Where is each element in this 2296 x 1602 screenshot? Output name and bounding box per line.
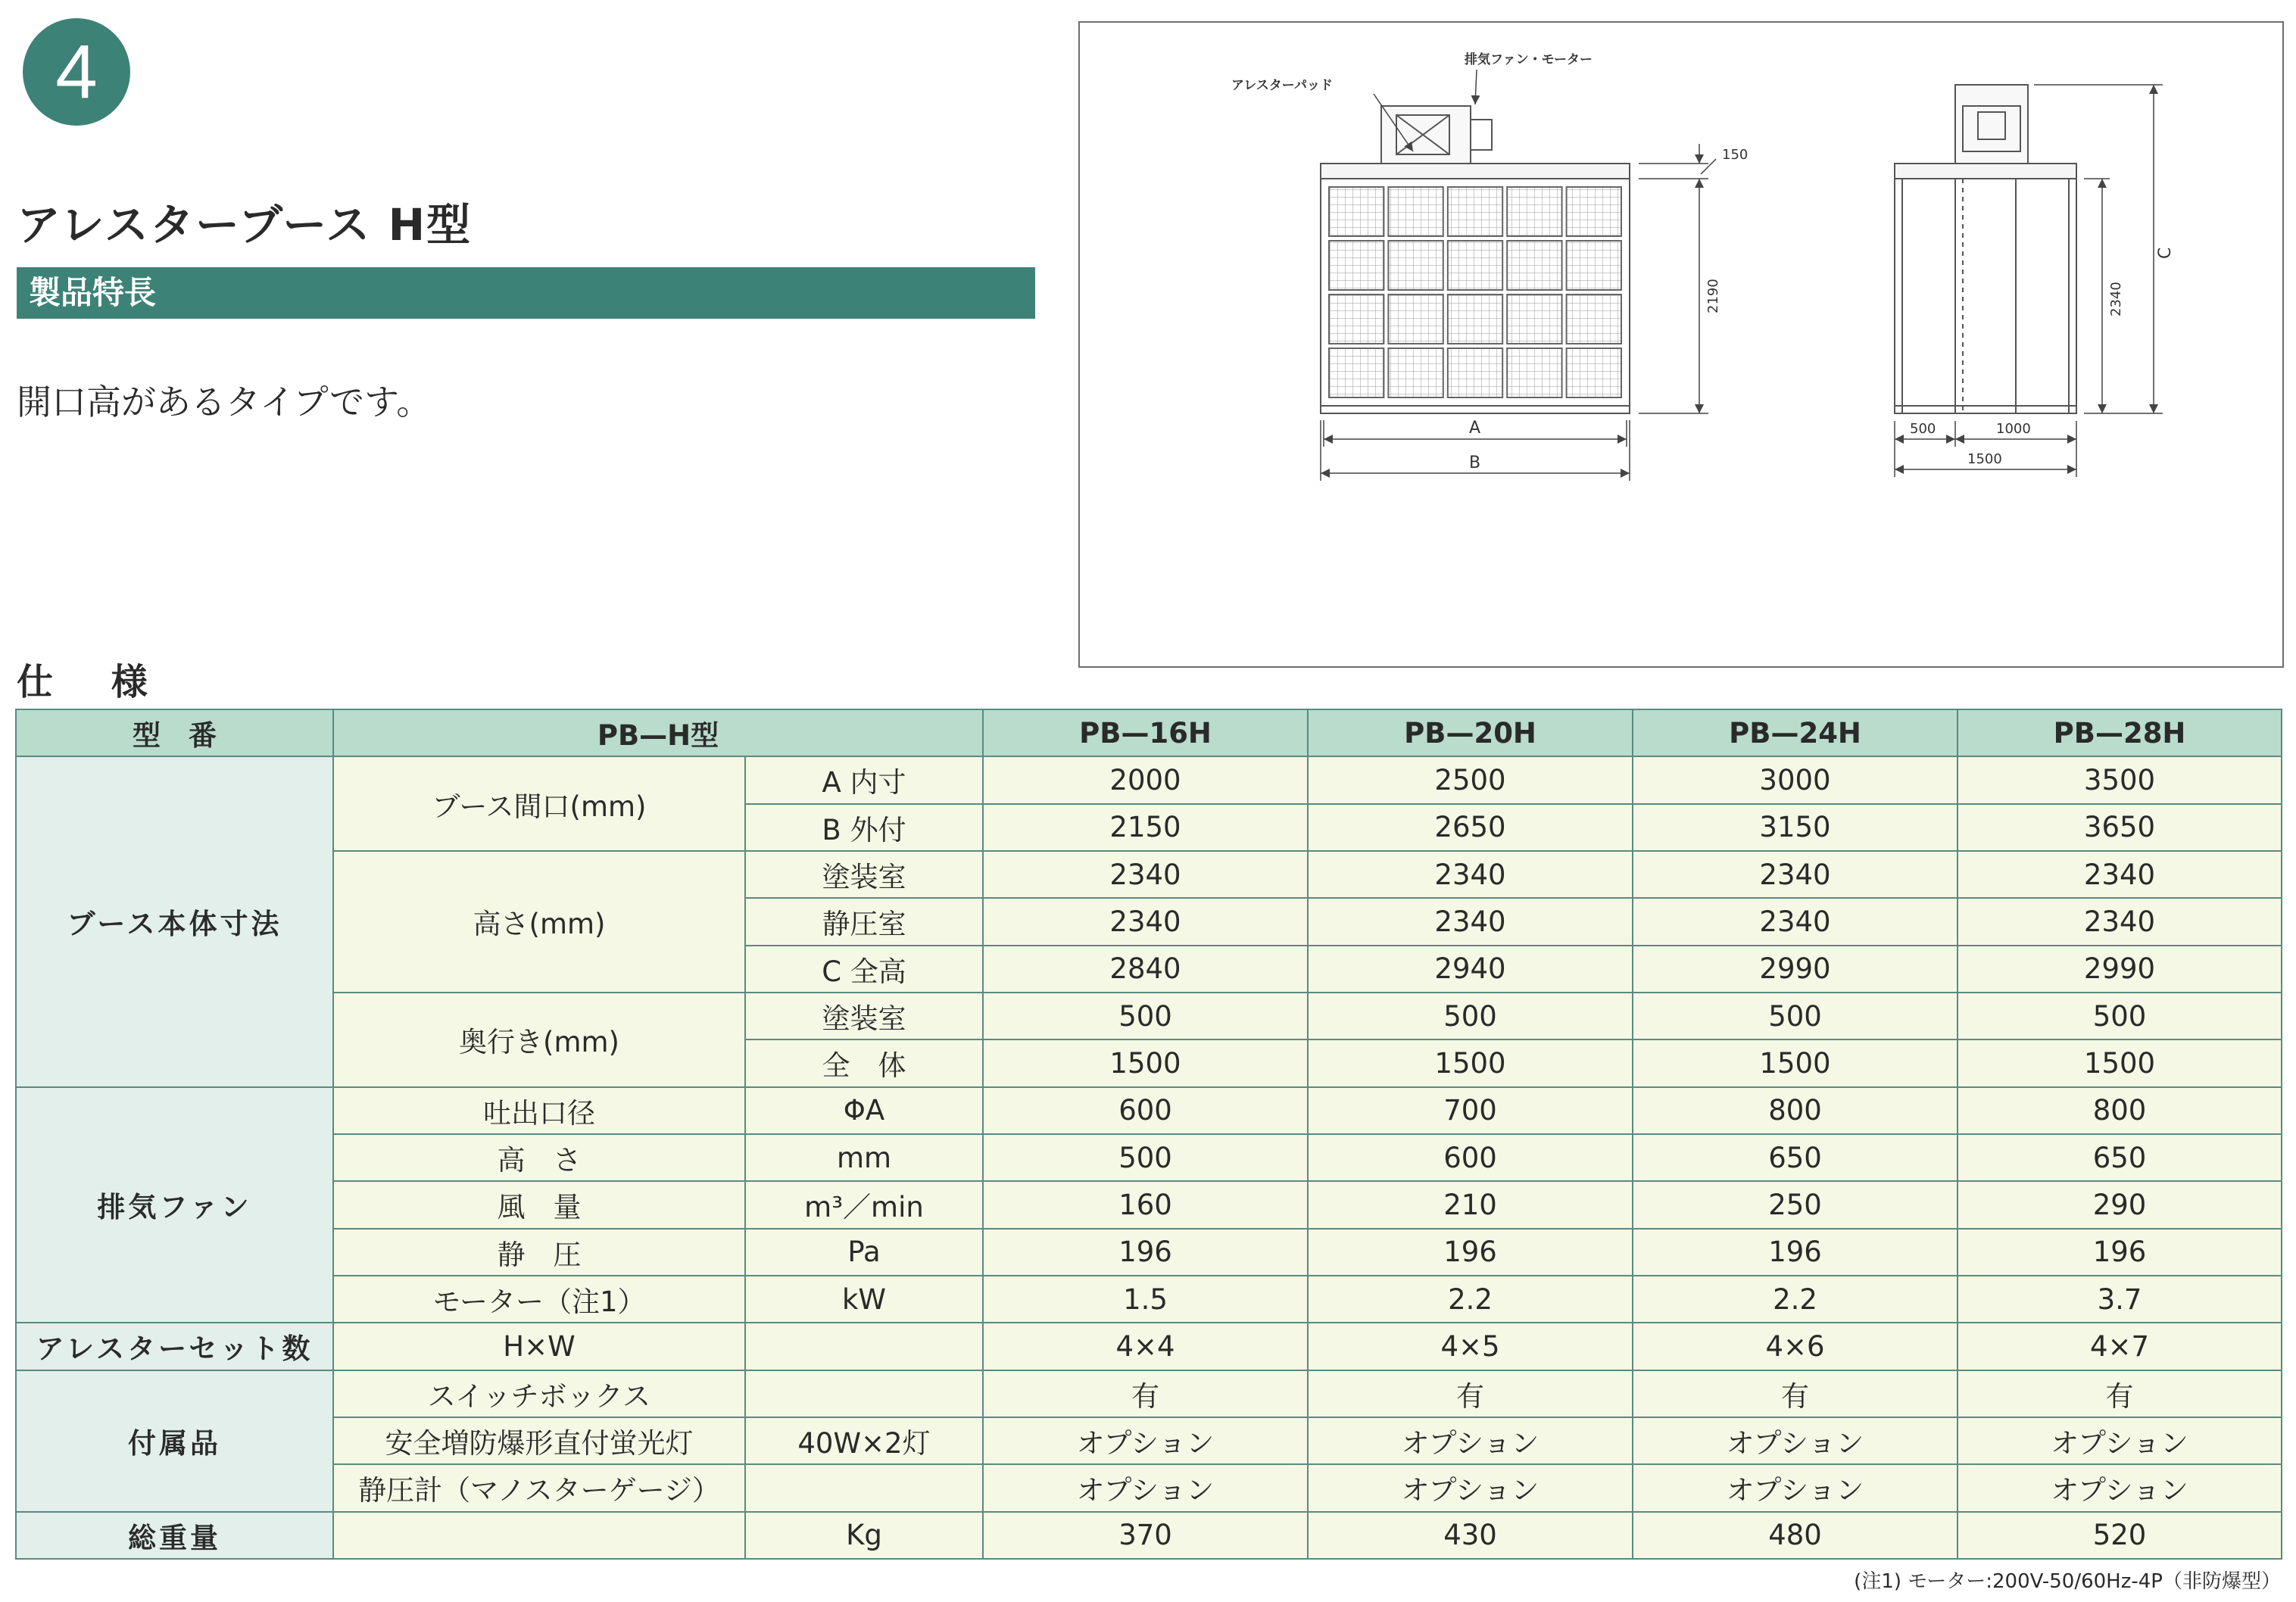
value-cell: 2340 (1958, 898, 2282, 945)
arrester-pad-cell (1448, 295, 1502, 344)
unit-cell (745, 1323, 983, 1370)
unit-cell (745, 1370, 983, 1417)
value-cell: 800 (1958, 1087, 2282, 1134)
arrester-pad-cell (1567, 241, 1621, 290)
sub-label-cell: 静圧室 (745, 898, 983, 945)
value-cell: 500 (1958, 993, 2282, 1039)
value-cell: 2990 (1633, 946, 1958, 993)
side-view (1895, 85, 2076, 413)
value-cell: 196 (983, 1229, 1308, 1276)
dim-b: B (1469, 453, 1481, 472)
value-cell: 2340 (983, 898, 1308, 945)
table-row (16, 1464, 2282, 1511)
unit-cell: ΦA (745, 1087, 983, 1134)
page-title: アレスターブース H型 (17, 199, 473, 251)
sub-label-cell: C 全高 (745, 946, 983, 993)
dim-2190: 2190 (1705, 279, 1721, 313)
arrester-pad-cell (1329, 187, 1384, 236)
value-cell: 2940 (1308, 946, 1633, 993)
value-cell: 650 (1958, 1134, 2282, 1181)
arrester-pad-cell (1388, 241, 1443, 290)
value-cell: オプション (983, 1417, 1308, 1464)
arrester-pad-cell (1329, 241, 1384, 290)
section-number-badge: 4 (23, 18, 130, 126)
value-cell: 1500 (1633, 1039, 1958, 1086)
value-cell: 2340 (1308, 898, 1633, 945)
sub-label-cell: 塗装室 (745, 993, 983, 1039)
category-cell: ブース本体寸法 (16, 756, 333, 1086)
item-label-cell: 風 量 (333, 1181, 745, 1228)
value-cell: 2990 (1958, 946, 2282, 993)
arrester-pad-cell (1388, 295, 1443, 344)
unit-cell: kW (745, 1276, 983, 1323)
category-cell: 排気ファン (16, 1087, 333, 1323)
table-row (16, 851, 2282, 898)
header-model-col: PB—20H (1308, 709, 1633, 756)
dim-2340: 2340 (2108, 282, 2124, 316)
table-row (16, 1276, 2282, 1323)
table-row (16, 756, 2282, 803)
booth-drawing-svg (1080, 23, 2285, 669)
arrester-pad-cell (1448, 348, 1502, 397)
value-cell: 3650 (1958, 804, 2282, 851)
value-cell: 有 (1958, 1370, 2282, 1417)
table-row (16, 1229, 2282, 1276)
item-label-cell (333, 1512, 745, 1559)
dim-500: 500 (1910, 421, 1936, 437)
item-label-cell: 吐出口径 (333, 1087, 745, 1134)
item-label-cell: スイッチボックス (333, 1370, 745, 1417)
unit-cell: Pa (745, 1229, 983, 1276)
value-cell: 3500 (1958, 756, 2282, 803)
value-cell: 2.2 (1633, 1276, 1958, 1323)
value-cell: 4×5 (1308, 1323, 1633, 1370)
dim-150: 150 (1722, 147, 1749, 163)
value-cell: 700 (1308, 1087, 1633, 1134)
unit-cell: mm (745, 1134, 983, 1181)
value-cell: 1500 (983, 1039, 1308, 1086)
value-cell: 2340 (1633, 898, 1958, 945)
value-cell: オプション (1633, 1464, 1958, 1511)
value-cell: 有 (983, 1370, 1308, 1417)
feature-section-bar (17, 267, 1035, 319)
booth-drawing (1078, 21, 2284, 668)
value-cell: 2840 (983, 946, 1308, 993)
value-cell: 3000 (1633, 756, 1958, 803)
value-cell: 2340 (1958, 851, 2282, 898)
value-cell: 2650 (1308, 804, 1633, 851)
dim-1500: 1500 (1967, 451, 2002, 467)
sub-label-cell: A 内寸 (745, 756, 983, 803)
table-row (16, 1134, 2282, 1181)
value-cell: 有 (1633, 1370, 1958, 1417)
value-cell: 4×7 (1958, 1323, 2282, 1370)
item-label-cell: 静 圧 (333, 1229, 745, 1276)
unit-cell: 40W×2灯 (745, 1417, 983, 1464)
arrester-pad-cell (1567, 295, 1621, 344)
dim-1000: 1000 (1996, 421, 2031, 437)
value-cell: 2340 (983, 851, 1308, 898)
value-cell: 600 (1308, 1134, 1633, 1181)
label-pad: アレスターパッド (1231, 78, 1333, 93)
group-label-cell: ブース間口(mm) (333, 756, 745, 851)
value-cell: 500 (1633, 993, 1958, 1039)
dim-c: C (2156, 247, 2175, 259)
category-cell: 総重量 (16, 1512, 333, 1559)
header-model-col: PB—24H (1633, 709, 1958, 756)
table-row (16, 993, 2282, 1039)
value-cell: 4×6 (1633, 1323, 1958, 1370)
value-cell: オプション (1958, 1464, 2282, 1511)
product-description: 開口高があるタイプです。 (17, 382, 432, 422)
arrester-pad-cell (1329, 348, 1384, 397)
value-cell: 500 (1308, 993, 1633, 1039)
arrester-pad-cell (1507, 295, 1561, 344)
table-row (16, 1512, 2282, 1559)
header-type: PB—H型 (333, 709, 983, 756)
value-cell: 500 (983, 1134, 1308, 1181)
value-cell: オプション (1308, 1417, 1633, 1464)
value-cell: 196 (1308, 1229, 1633, 1276)
value-cell: 1.5 (983, 1276, 1308, 1323)
value-cell: 2500 (1308, 756, 1633, 803)
value-cell: 4×4 (983, 1323, 1308, 1370)
category-cell: 付属品 (16, 1370, 333, 1512)
value-cell: 520 (1958, 1512, 2282, 1559)
value-cell: 3.7 (1958, 1276, 2282, 1323)
item-label-cell: 安全増防爆形直付蛍光灯 (333, 1417, 745, 1464)
value-cell: オプション (1958, 1417, 2282, 1464)
arrester-pad-cell (1388, 187, 1443, 236)
value-cell: 2.2 (1308, 1276, 1633, 1323)
arrester-pad-cell (1388, 348, 1443, 397)
spec-heading: 仕 様 (17, 661, 170, 703)
item-label-cell: 静圧計（マノスターゲージ） (333, 1464, 745, 1511)
value-cell: 2150 (983, 804, 1308, 851)
table-header-row (16, 709, 2282, 756)
item-label-cell: モーター（注1） (333, 1276, 745, 1323)
unit-cell: m³／min (745, 1181, 983, 1228)
group-label-cell: 高さ(mm) (333, 851, 745, 993)
header-model-col: PB—28H (1958, 709, 2282, 756)
dim-a: A (1469, 419, 1481, 438)
group-label-cell: 奥行き(mm) (333, 993, 745, 1087)
table-row (16, 1181, 2282, 1228)
value-cell: 800 (1633, 1087, 1958, 1134)
value-cell: オプション (1308, 1464, 1633, 1511)
item-label-cell: 高 さ (333, 1134, 745, 1181)
unit-cell: Kg (745, 1512, 983, 1559)
value-cell: 480 (1633, 1512, 1958, 1559)
label-fan: 排気ファン・モーター (1465, 52, 1593, 67)
value-cell: 196 (1958, 1229, 2282, 1276)
arrester-pad-cell (1507, 348, 1561, 397)
value-cell: 1500 (1308, 1039, 1633, 1086)
unit-cell (745, 1464, 983, 1511)
arrester-pad-cell (1507, 187, 1561, 236)
spec-table (15, 709, 2282, 1560)
value-cell: 2000 (983, 756, 1308, 803)
arrester-pad-cell (1567, 348, 1621, 397)
value-cell: 210 (1308, 1181, 1633, 1228)
sub-label-cell: B 外付 (745, 804, 983, 851)
table-row (16, 1323, 2282, 1370)
arrester-pad-cell (1507, 241, 1561, 290)
table-row (16, 1370, 2282, 1417)
arrester-pad-cell (1448, 187, 1502, 236)
footnote: (注1) モーター:200V-50/60Hz-4P（非防爆型） (1854, 1570, 2281, 1593)
value-cell: 370 (983, 1512, 1308, 1559)
value-cell: 160 (983, 1181, 1308, 1228)
value-cell: オプション (1633, 1417, 1958, 1464)
value-cell: 2340 (1633, 851, 1958, 898)
value-cell: 1500 (1958, 1039, 2282, 1086)
value-cell: 196 (1633, 1229, 1958, 1276)
arrester-pad-cell (1567, 187, 1621, 236)
value-cell: 650 (1633, 1134, 1958, 1181)
header-model-col: PB—16H (983, 709, 1308, 756)
value-cell: 有 (1308, 1370, 1633, 1417)
value-cell: 2340 (1308, 851, 1633, 898)
feature-section-label: 製品特長 (29, 274, 157, 311)
arrester-pad-cell (1329, 295, 1384, 344)
item-label-cell: H×W (333, 1323, 745, 1370)
header-model: 型 番 (16, 709, 333, 756)
table-row (16, 1087, 2282, 1134)
value-cell: 430 (1308, 1512, 1633, 1559)
value-cell: 600 (983, 1087, 1308, 1134)
value-cell: 290 (1958, 1181, 2282, 1228)
value-cell: 3150 (1633, 804, 1958, 851)
value-cell: オプション (983, 1464, 1308, 1511)
arrester-grid (1329, 187, 1621, 397)
sub-label-cell: 全 体 (745, 1039, 983, 1086)
value-cell: 250 (1633, 1181, 1958, 1228)
arrester-pad-cell (1448, 241, 1502, 290)
sub-label-cell: 塗装室 (745, 851, 983, 898)
table-row (16, 1417, 2282, 1464)
category-cell: アレスターセット数 (16, 1323, 333, 1370)
value-cell: 500 (983, 993, 1308, 1039)
